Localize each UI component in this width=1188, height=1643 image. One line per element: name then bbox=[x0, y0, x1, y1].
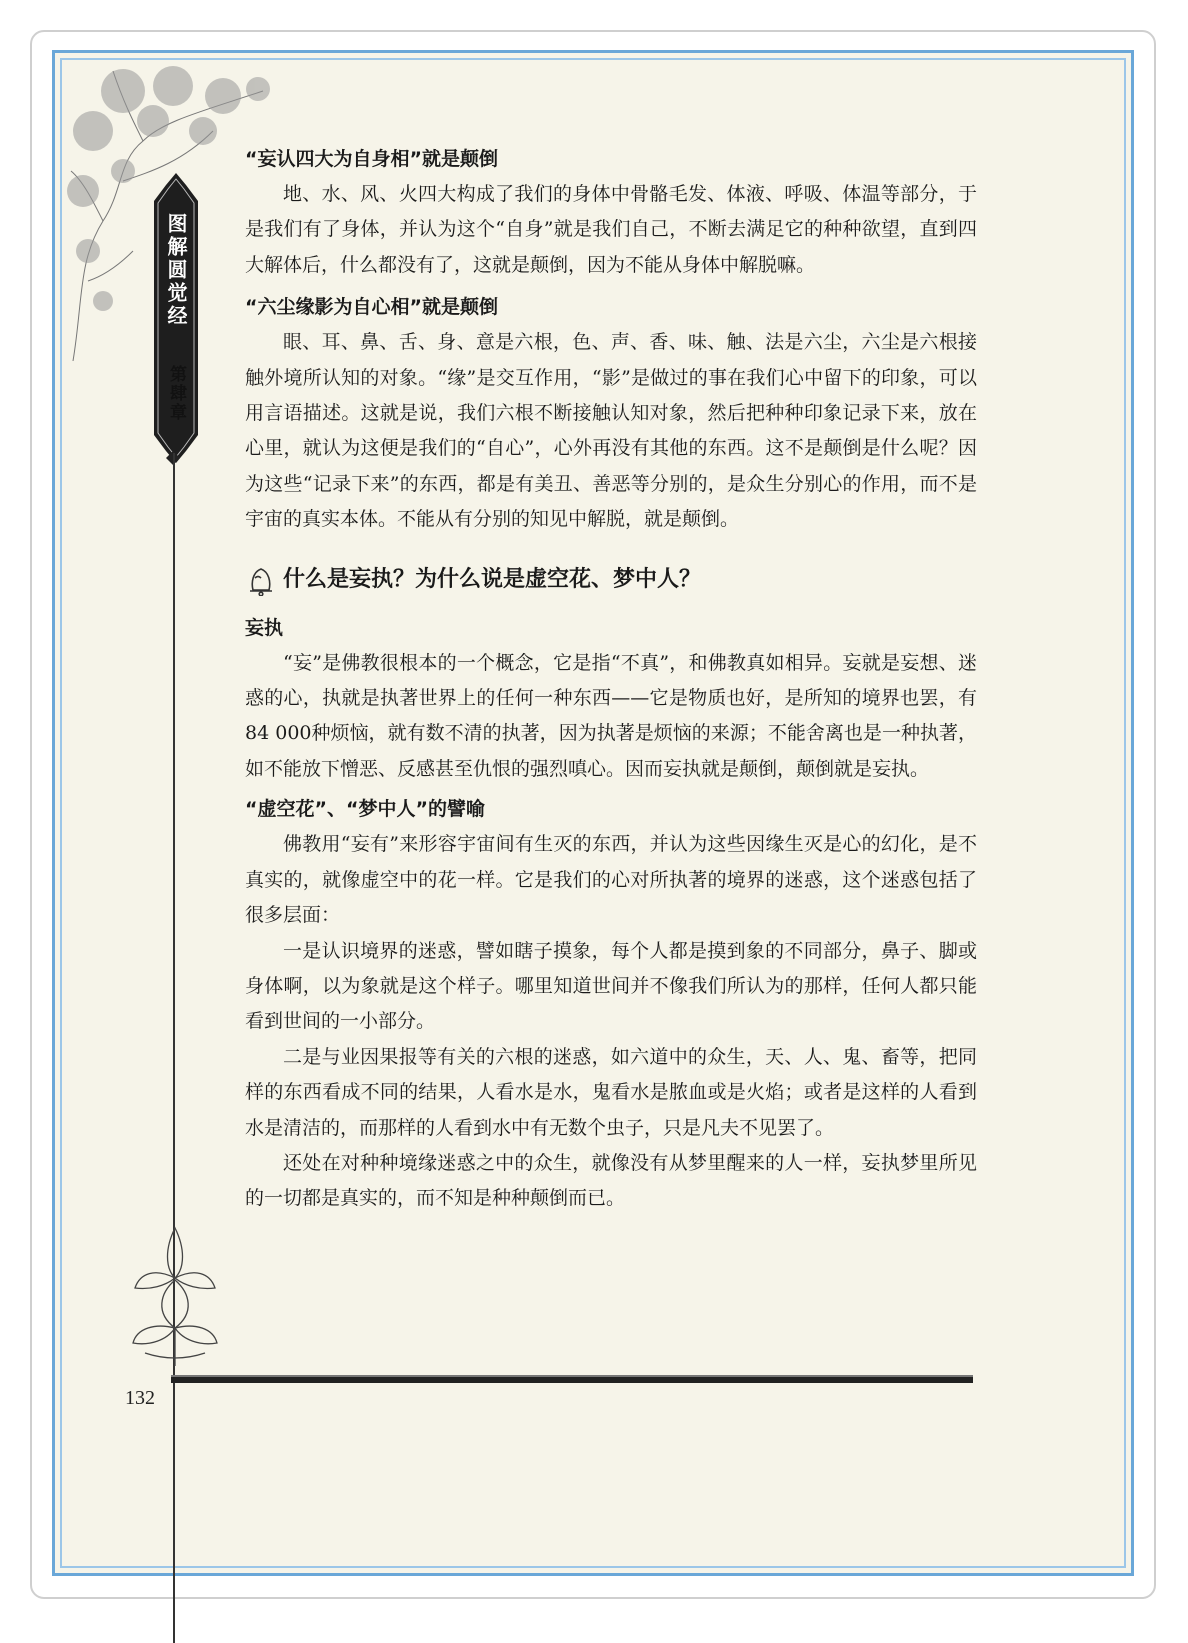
book-page bbox=[52, 50, 1134, 1576]
section-heading: 妄执 bbox=[245, 616, 284, 639]
section-heading: “六尘缘影为自心相”就是颠倒 bbox=[245, 296, 498, 319]
question-title: 什么是妄执？为什么说是虚空花、梦中人？ bbox=[283, 566, 702, 592]
page-content bbox=[245, 141, 977, 1217]
section-heading: “虚空花”、“梦中人”的譬喻 bbox=[245, 798, 485, 821]
bell-icon bbox=[245, 564, 275, 596]
paragraph: 一是认识境界的迷惑，譬如瞎子摸象，每个人都是摸到象的不同部分，鼻子、脚或身体啊，以为象就是这个样子。哪里知道世间并不像我们所认为的那样，任何人都只能看到世间的一小部分。 bbox=[245, 939, 977, 1033]
spine-line bbox=[173, 453, 175, 1643]
paragraph: 地、水、风、火四大构成了我们的身体中骨骼毛发、体液、呼吸、体温等部分，于是我们有了身体，并认为这个“自身”就是我们自己，不断去满足它的种种欲望，直到四大解体后，什么都没有了，这就是颠倒，因为不能从身体中解脱嘛。 bbox=[245, 183, 977, 276]
paragraph: 二是与业因果报等有关的六根的迷惑，如六道中的众生，天、人、鬼、畜等，把同样的东西看成不同的结果，人看水是水，鬼看水是脓血或是火焰；或者是这样的人看到水是清洁的，而那样的人看到水中有无数个虫子，只是凡夫不见罢了。 bbox=[245, 1045, 977, 1139]
chapter-label: 第肆章 bbox=[166, 365, 186, 422]
paragraph: 佛教用“妄有”来形容宇宙间有生灭的东西，并认为这些因缘生灭是心的幻化，是不真实的，就像虚空中的花一样。它是我们的心对所执著的境界的迷惑，这个迷惑包括了很多层面： bbox=[245, 833, 977, 927]
paragraph: “妄”是佛教很根本的一个概念，它是指“不真”，和佛教真如相异。妄就是妄想、迷惑的心，执就是执著世界上的任何一种东西——它是物质也好，是所知的境界也罢，有84 000种烦恼，就有数不清的执著，因为执著是烦恼的来源；不能舍离也是一种执著，如不能放下憎恶、反感甚至仇恨的强烈嗔心。因而妄执就是颠倒，颠倒就是妄执。 bbox=[245, 651, 977, 780]
lotus-ornament bbox=[125, 1218, 225, 1368]
question-heading bbox=[245, 560, 977, 600]
paragraph: 眼、耳、鼻、舌、身、意是六根，色、声、香、味、触、法是六尘，六尘是六根接触外境所认知的对象。“缘”是交互作用，“影”是做过的事在我们心中留下的印象，可以用言语描述。这就是说，我们六根不断接触认知对象，然后把种种印象记录下来，放在心里，就认为这便是我们的“自心”，心外再没有其他的东西。这不是颠倒是什么呢？因为这些“记录下来”的东西，都是有美丑、善恶等分别的，是众生分别心的作用，而不是宇宙的真实本体。不能从有分别的知见中解脱，就是颠倒。 bbox=[245, 331, 977, 531]
page-number: 132 bbox=[125, 1387, 155, 1409]
footer-rule bbox=[171, 1375, 973, 1383]
paragraph: 还处在对种种境缘迷惑之中的众生，就像没有从梦里醒来的人一样，妄执梦里所见的一切都是真实的，而不知是种种颠倒而已。 bbox=[245, 1151, 977, 1210]
section-heading: “妄认四大为自身相”就是颠倒 bbox=[245, 148, 498, 170]
book-title: 图解圆觉经 bbox=[164, 213, 188, 328]
